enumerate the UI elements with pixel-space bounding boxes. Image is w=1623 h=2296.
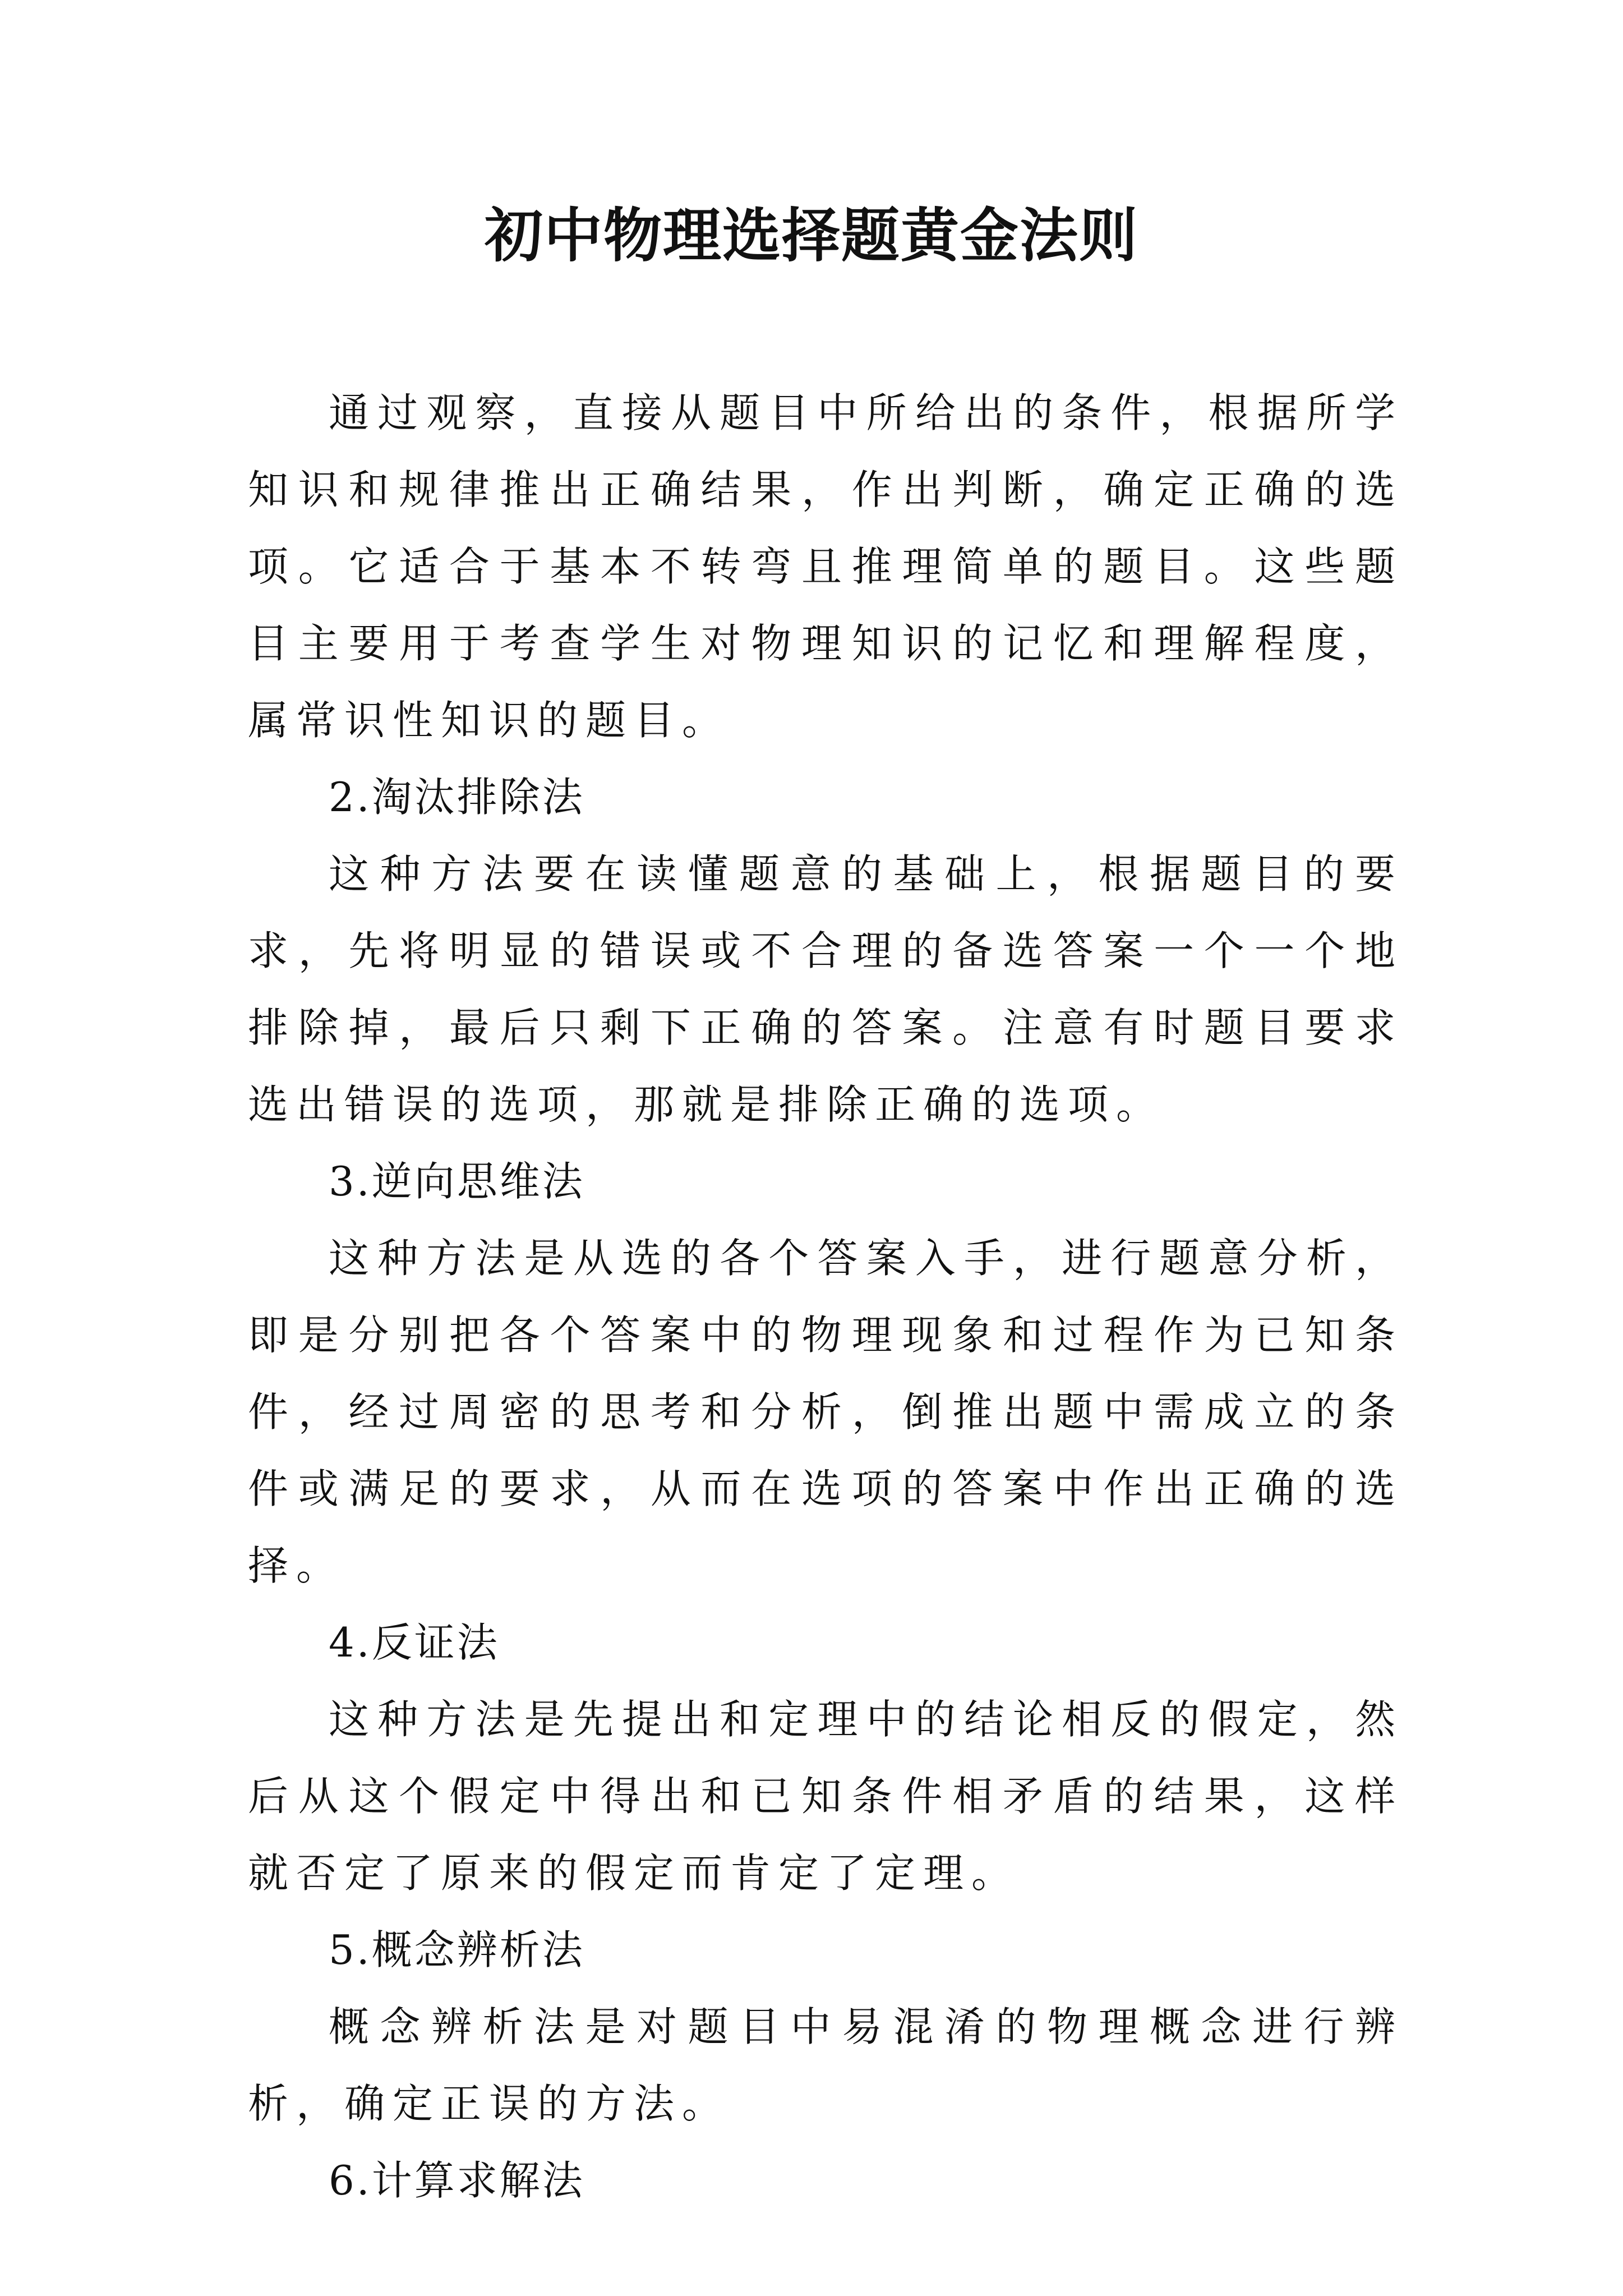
section-heading-reverse-thinking: 3.逆向思维法 [329, 1158, 585, 1205]
paragraph-reverse-thinking: 这种方法是从选的各个答案入手，进行题意分析，即是分别把各个答案中的物理现象和过程作为已知条件，经过周密的思考和分析，倒推出题中需成立的条件或满足的要求，从而在选项的答案中作出正确的选择。 [248, 1235, 1403, 1589]
paragraph-concept-analysis: 概念辨析法是对题目中易混淆的物理概念进行辨析，确定正误的方法。 [248, 2003, 1403, 2127]
paragraph-direct-judgment: 通过观察，直接从题目中所给出的条件，根据所学知识和规律推出正确结果，作出判断，确定正确的选项。它适合于基本不转弯且推理简单的题目。这些题目主要用于考查学生对物理知识的记忆和理解程度，属常识性知识的题目。 [248, 389, 1403, 744]
paragraph-proof-by-contradiction: 这种方法是先提出和定理中的结论相反的假定，然后从这个假定中得出和已知条件相矛盾的结果，这样就否定了原来的假定而肯定了定理。 [248, 1696, 1403, 1897]
document-title: 初中物理选择题黄金法则 [484, 201, 1138, 270]
section-heading-calculation: 6.计算求解法 [329, 2157, 585, 2204]
section-heading-concept-analysis: 5.概念辨析法 [329, 1926, 585, 1973]
document-body [248, 375, 1403, 2219]
section-heading-elimination: 2.淘汰排除法 [329, 774, 585, 821]
paragraph-elimination: 这种方法要在读懂题意的基础上，根据题目的要求，先将明显的错误或不合理的备选答案一个一个地排除掉，最后只剩下正确的答案。注意有时题目要求选出错误的选项，那就是排除正确的选项。 [248, 850, 1403, 1128]
section-heading-proof-by-contradiction: 4.反证法 [329, 1619, 500, 1666]
